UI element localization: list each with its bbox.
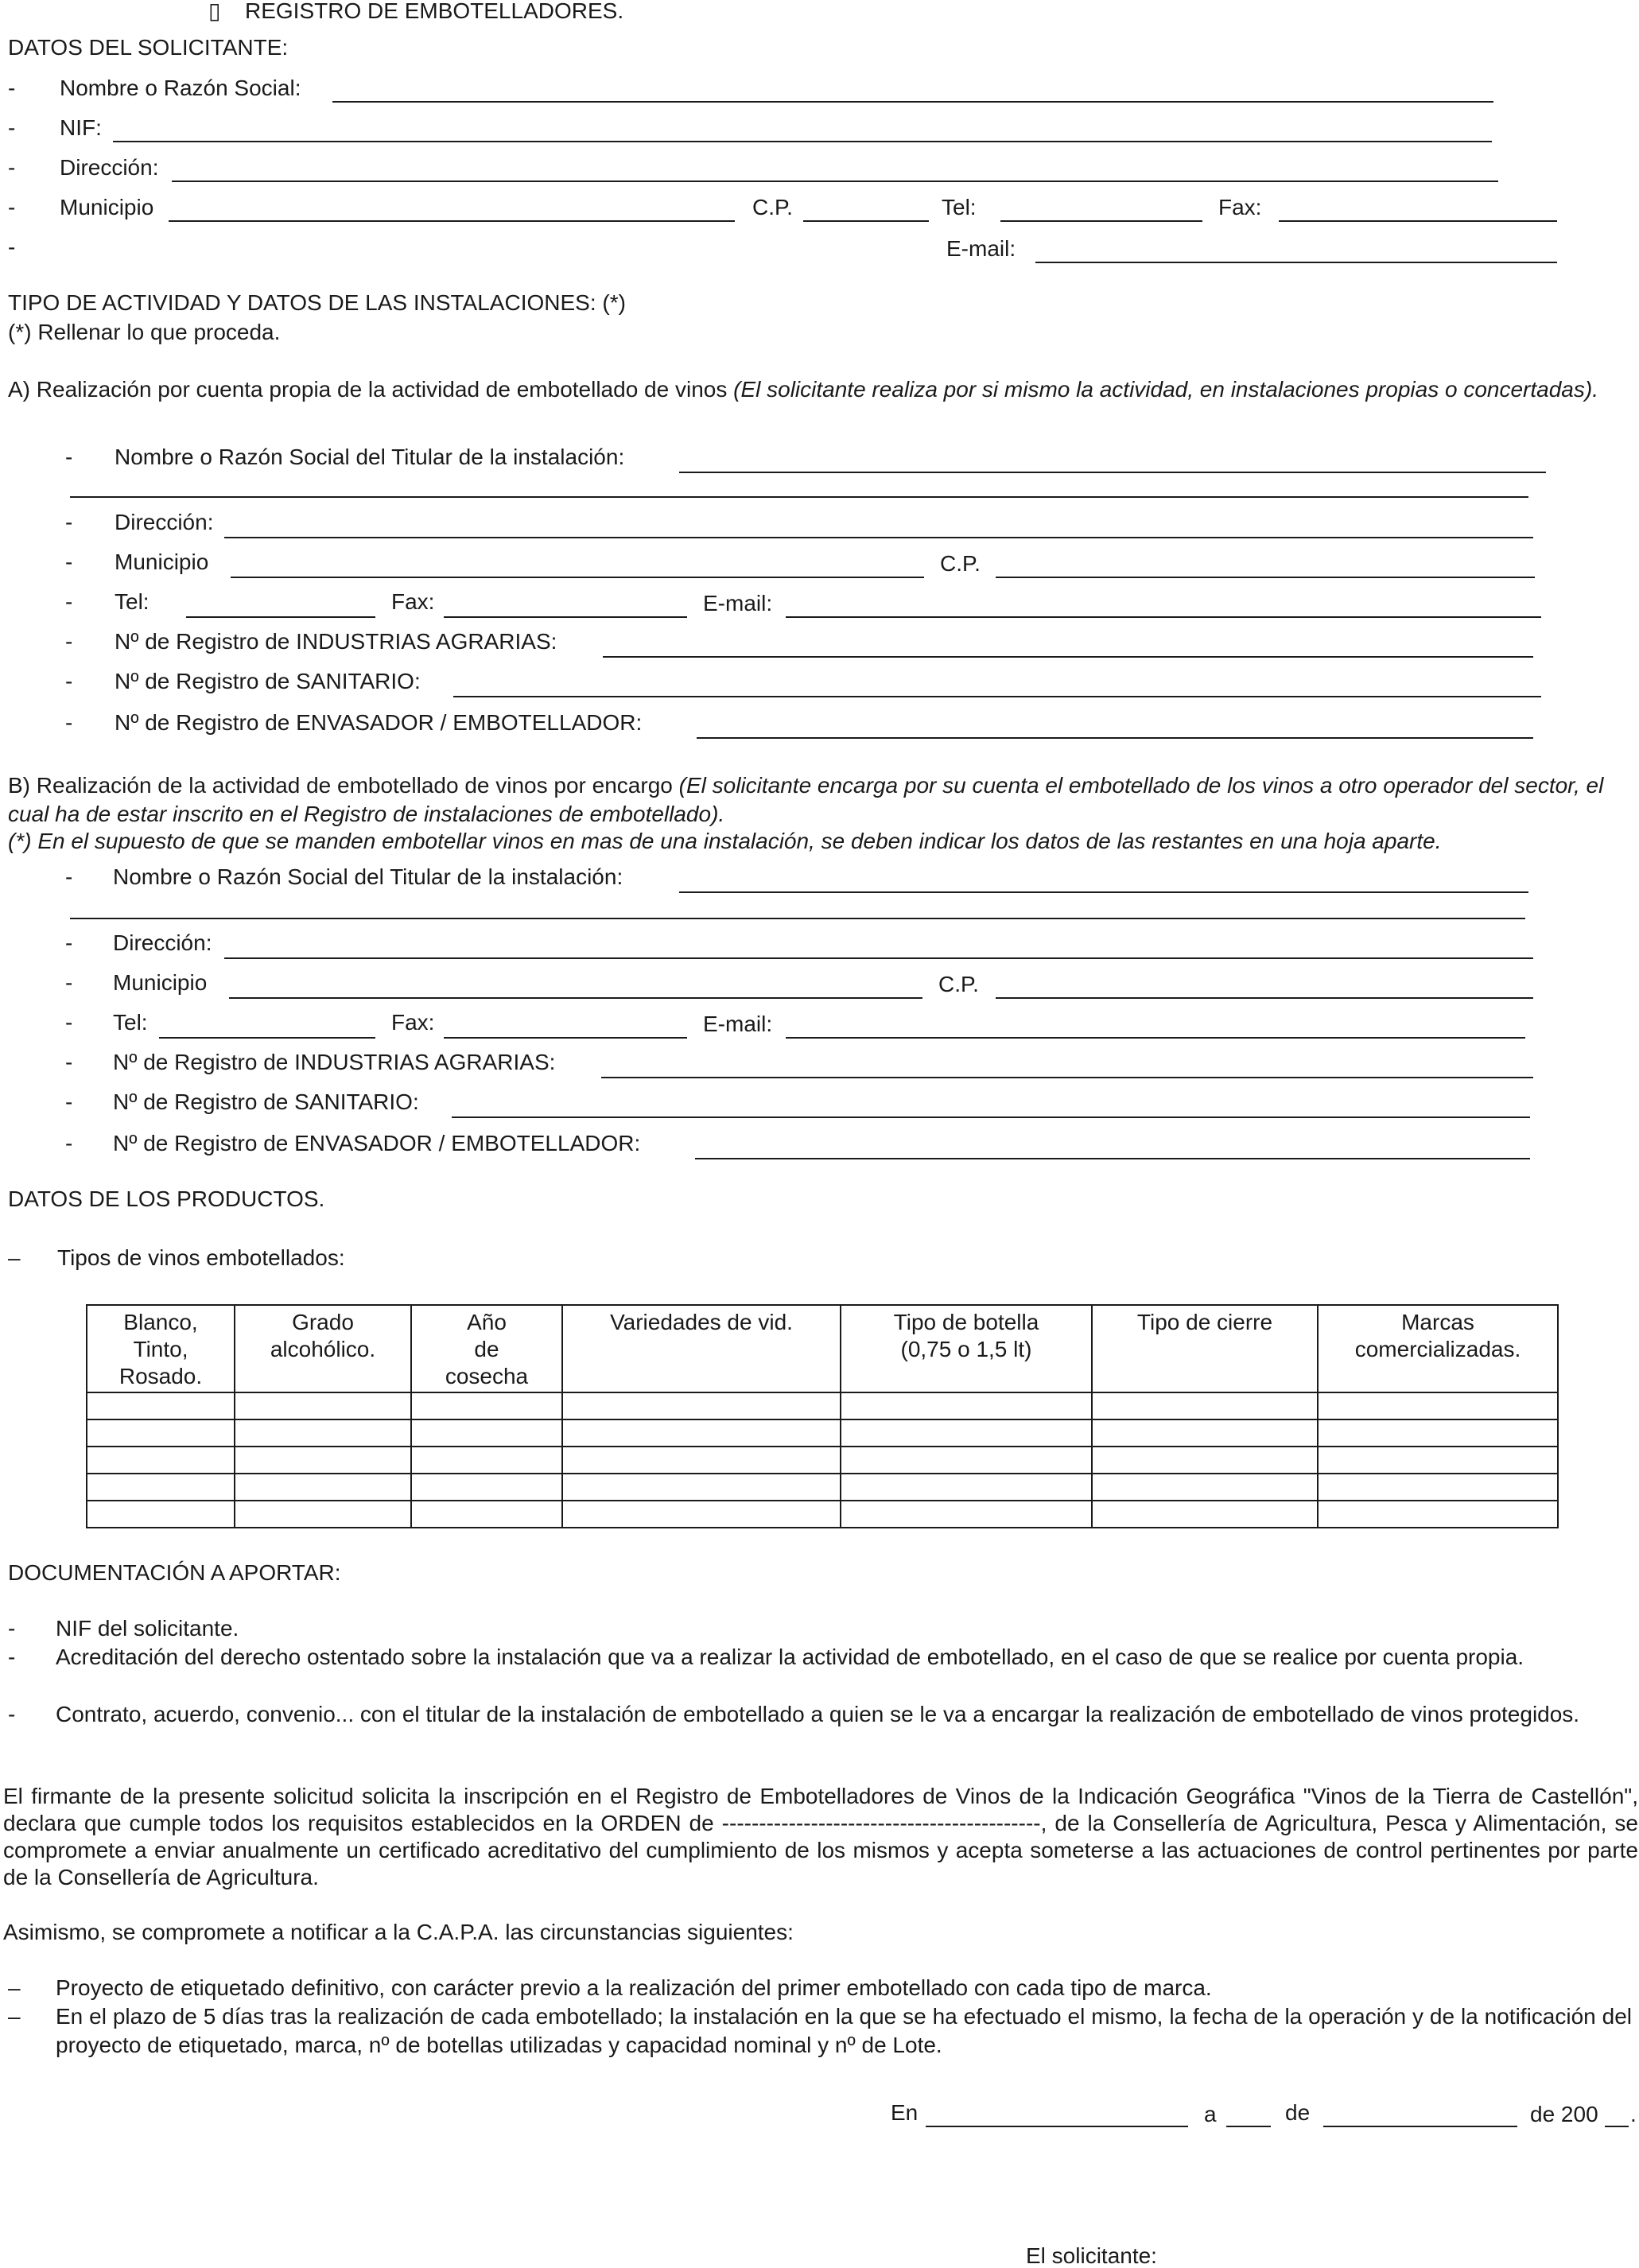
documentacion-heading: DOCUMENTACIÓN A APORTAR: xyxy=(8,1560,341,1585)
firma-lugar-field[interactable] xyxy=(926,2126,1188,2127)
solicitante-heading: DATOS DEL SOLICITANTE: xyxy=(8,35,289,60)
a-reg-sanitario-label: Nº de Registro de SANITARIO: xyxy=(115,669,421,693)
dash: - xyxy=(8,115,16,140)
dash: - xyxy=(65,1050,73,1074)
actividad-heading: TIPO DE ACTIVIDAD Y DATOS DE LAS INSTALACIONES: (*) xyxy=(8,290,626,315)
b-email-field[interactable] xyxy=(786,1037,1525,1039)
b-reg-envasador-field[interactable] xyxy=(695,1158,1530,1159)
table-cell[interactable] xyxy=(562,1501,841,1528)
firma-mes-field[interactable] xyxy=(1323,2126,1517,2127)
table-row xyxy=(87,1474,1558,1501)
compromiso-intro: Asimismo, se compromete a notificar a la C.A.P.A. las circunstancias siguientes: xyxy=(3,1920,794,1944)
firma-de-label: de xyxy=(1285,2100,1311,2125)
seccion-b-note: (*) En el supuesto de que se manden embotellar vinos en mas de una instalación, se deben indicar los datos de las restantes en una hoja aparte. xyxy=(8,829,1442,853)
tel-field[interactable] xyxy=(1000,220,1202,222)
dash: - xyxy=(65,550,73,574)
a-municipio-field[interactable] xyxy=(231,577,924,578)
col-header-marcas: Marcas comercializadas. xyxy=(1318,1305,1558,1392)
dash: - xyxy=(65,710,73,735)
table-cell[interactable] xyxy=(411,1392,562,1419)
table-cell[interactable] xyxy=(562,1419,841,1447)
email-field[interactable] xyxy=(1035,262,1557,263)
col-header-botella: Tipo de botella (0,75 o 1,5 lt) xyxy=(841,1305,1092,1392)
a-fax-label: Fax: xyxy=(391,589,435,614)
dash: - xyxy=(65,669,73,693)
a-reg-industrias-label: Nº de Registro de INDUSTRIAS AGRARIAS: xyxy=(115,629,557,654)
form-title: REGISTRO DE EMBOTELLADORES. xyxy=(245,0,624,23)
table-cell[interactable] xyxy=(235,1501,411,1528)
dash: - xyxy=(65,445,73,469)
table-cell[interactable] xyxy=(87,1419,235,1447)
productos-heading: DATOS DE LOS PRODUCTOS. xyxy=(8,1186,325,1211)
dash: - xyxy=(65,629,73,654)
table-cell[interactable] xyxy=(1318,1501,1558,1528)
table-cell[interactable] xyxy=(411,1447,562,1474)
dash: - xyxy=(8,235,16,259)
table-cell[interactable] xyxy=(411,1474,562,1501)
firma-anio-field[interactable] xyxy=(1605,2126,1629,2127)
tipos-vinos-label: Tipos de vinos embotellados: xyxy=(57,1245,345,1270)
b-fax-label: Fax: xyxy=(391,1010,435,1035)
municipio-label: Municipio xyxy=(60,195,154,219)
dash: - xyxy=(8,1702,16,1726)
dash: - xyxy=(65,589,73,614)
b-fax-field[interactable] xyxy=(444,1037,687,1039)
table-cell[interactable] xyxy=(87,1392,235,1419)
a-email-label: E-mail: xyxy=(703,591,773,616)
cp-field[interactable] xyxy=(803,220,929,222)
nombre-field[interactable] xyxy=(332,101,1493,103)
dash: - xyxy=(8,1645,16,1669)
dash: - xyxy=(65,510,73,534)
table-cell[interactable] xyxy=(235,1419,411,1447)
b-cp-field[interactable] xyxy=(996,997,1533,999)
table-cell[interactable] xyxy=(87,1447,235,1474)
table-cell[interactable] xyxy=(87,1474,235,1501)
table-cell[interactable] xyxy=(1318,1474,1558,1501)
b-municipio-label: Municipio xyxy=(113,970,208,995)
table-cell[interactable] xyxy=(841,1419,1092,1447)
b-titular-field-cont[interactable] xyxy=(70,918,1525,919)
direccion-field[interactable] xyxy=(172,181,1498,182)
b-municipio-field[interactable] xyxy=(229,997,922,999)
nif-field[interactable] xyxy=(113,141,1492,142)
b-reg-sanitario-label: Nº de Registro de SANITARIO: xyxy=(113,1089,419,1114)
a-email-field[interactable] xyxy=(786,616,1541,618)
dash: - xyxy=(65,970,73,995)
a-titular-label: Nombre o Razón Social del Titular de la instalación: xyxy=(115,445,625,469)
firma-a-label: a xyxy=(1204,2102,1217,2126)
a-fax-field[interactable] xyxy=(444,616,687,618)
firma-solicitante-label: El solicitante: xyxy=(1026,2243,1157,2268)
dash: – xyxy=(8,2004,21,2029)
col-header-grado: Grado alcohólico. xyxy=(235,1305,411,1392)
table-cell[interactable] xyxy=(235,1447,411,1474)
doc-item: Acreditación del derecho ostentado sobre la instalación que va a realizar la actividad de embotellado, en el caso de que se realice por cuenta propia. xyxy=(56,1645,1524,1669)
b-titular-label: Nombre o Razón Social del Titular de la instalación: xyxy=(113,864,623,889)
b-email-label: E-mail: xyxy=(703,1012,773,1036)
table-cell[interactable] xyxy=(1092,1447,1318,1474)
dash: - xyxy=(8,195,16,219)
table-cell[interactable] xyxy=(562,1474,841,1501)
doc-item: Contrato, acuerdo, convenio... con el titular de la instalación de embotellado a quien se le va a encargar la realización de embotellado de vinos protegidos. xyxy=(56,1702,1580,1726)
table-row xyxy=(87,1447,1558,1474)
table-cell[interactable] xyxy=(1092,1501,1318,1528)
table-cell[interactable] xyxy=(1318,1392,1558,1419)
a-reg-sanitario-field[interactable] xyxy=(453,696,1541,697)
doc-item: NIF del solicitante. xyxy=(56,1616,239,1641)
dash: - xyxy=(65,1010,73,1035)
a-titular-field-cont[interactable] xyxy=(70,496,1528,498)
a-reg-envasador-field[interactable] xyxy=(697,737,1533,739)
a-tel-field[interactable] xyxy=(186,616,375,618)
b-direccion-field[interactable] xyxy=(224,957,1533,959)
table-cell[interactable] xyxy=(841,1447,1092,1474)
b-reg-envasador-label: Nº de Registro de ENVASADOR / EMBOTELLADOR: xyxy=(113,1131,641,1155)
fax-field[interactable] xyxy=(1279,220,1557,222)
email-label: E-mail: xyxy=(946,236,1016,261)
table-row xyxy=(87,1501,1558,1528)
table-row xyxy=(87,1392,1558,1419)
b-reg-sanitario-field[interactable] xyxy=(452,1117,1530,1118)
table-cell[interactable] xyxy=(411,1419,562,1447)
table-cell[interactable] xyxy=(411,1501,562,1528)
b-titular-field[interactable] xyxy=(679,891,1528,893)
dash: - xyxy=(8,1616,16,1641)
wines-table xyxy=(86,1304,1559,1528)
declaracion-paragraph: El firmante de la presente solicitud solicita la inscripción en el Registro de Embotelladores de Vinos de la Indicación Geográfica "Vinos de la Tierra de Castellón", declara que cumple todos los requisitos establecidos en la ORDEN de -------------------------------------------, de la Consellería de Agricultura, Pesca y Alimentación, se compromete a enviar anualmente un certificado acreditativo del cumplimiento de los mismos y acepta someterse a las actuaciones de control pertinentes por parte de la Consellería de Agricultura. xyxy=(3,1784,1638,1889)
b-reg-industrias-label: Nº de Registro de INDUSTRIAS AGRARIAS: xyxy=(113,1050,556,1074)
table-cell[interactable] xyxy=(562,1447,841,1474)
header-mark: ▯ xyxy=(208,0,221,23)
actividad-note: (*) Rellenar lo que proceda. xyxy=(8,320,281,344)
compromiso-item: En el plazo de 5 días tras la realización de cada embotellado; la instalación en la que se ha efectuado el mismo, la fecha de la operación y de la notificación del proyecto de etiquetado, marca, nº de botellas utilizadas y capacidad nominal y nº de Lote. xyxy=(56,2004,1632,2057)
nombre-label: Nombre o Razón Social: xyxy=(60,76,301,100)
table-cell[interactable] xyxy=(841,1501,1092,1528)
firma-en-label: En xyxy=(891,2100,919,2125)
table-header-row xyxy=(87,1305,1558,1392)
b-cp-label: C.P. xyxy=(938,972,979,996)
a-reg-industrias-field[interactable] xyxy=(603,656,1533,658)
fax-label: Fax: xyxy=(1218,195,1262,219)
firma-anio-label: de 200 xyxy=(1530,2102,1598,2126)
table-cell[interactable] xyxy=(87,1501,235,1528)
tel-label: Tel: xyxy=(942,195,977,219)
b-direccion-label: Dirección: xyxy=(113,930,212,955)
dash: - xyxy=(65,1089,73,1114)
dash: - xyxy=(8,155,16,180)
dash: - xyxy=(8,76,16,100)
col-header-variedades: Variedades de vid. xyxy=(562,1305,841,1392)
table-cell[interactable] xyxy=(841,1474,1092,1501)
direccion-label: Dirección: xyxy=(60,155,159,180)
table-cell[interactable] xyxy=(562,1392,841,1419)
table-cell[interactable] xyxy=(1318,1447,1558,1474)
dash: - xyxy=(65,864,73,889)
table-row xyxy=(87,1419,1558,1447)
table-cell[interactable] xyxy=(1318,1419,1558,1447)
b-reg-industrias-field[interactable] xyxy=(601,1077,1533,1078)
dash: - xyxy=(65,930,73,955)
cp-label: C.P. xyxy=(752,195,793,219)
a-municipio-label: Municipio xyxy=(115,550,209,574)
table-cell[interactable] xyxy=(235,1474,411,1501)
a-reg-envasador-label: Nº de Registro de ENVASADOR / EMBOTELLADOR: xyxy=(115,710,643,735)
a-cp-field[interactable] xyxy=(996,577,1535,578)
b-tel-field[interactable] xyxy=(159,1037,375,1039)
b-tel-label: Tel: xyxy=(113,1010,148,1035)
dash: – xyxy=(8,1245,21,1270)
dash: - xyxy=(65,1131,73,1155)
municipio-field[interactable] xyxy=(169,220,735,222)
compromiso-item: Proyecto de etiquetado definitivo, con carácter previo a la realización del primer embotellado con cada tipo de marca. xyxy=(56,1975,1212,2000)
seccion-b-intro: B) Realización de la actividad de embotellado de vinos por encargo (El solicitante encarga por su cuenta el embotellado de los vinos a otro operador del sector, el cual ha de estar inscrito en el Registro de instalaciones de embotellado). xyxy=(8,773,1604,826)
table-cell[interactable] xyxy=(1092,1392,1318,1419)
firma-dia-field[interactable] xyxy=(1226,2126,1271,2127)
table-cell[interactable] xyxy=(1092,1474,1318,1501)
seccion-a-intro: A) Realización por cuenta propia de la actividad de embotellado de vinos (El solicitante realiza por si mismo la actividad, en instalaciones propias o concertadas). xyxy=(8,377,1598,402)
dash: – xyxy=(8,1975,21,2000)
col-header-cierre: Tipo de cierre xyxy=(1092,1305,1318,1392)
table-cell[interactable] xyxy=(1092,1419,1318,1447)
a-titular-field[interactable] xyxy=(679,472,1546,473)
a-direccion-field[interactable] xyxy=(224,537,1533,538)
a-tel-label: Tel: xyxy=(115,589,150,614)
a-direccion-label: Dirección: xyxy=(115,510,214,534)
firma-period: . xyxy=(1630,2102,1637,2126)
nif-label: NIF: xyxy=(60,115,102,140)
a-cp-label: C.P. xyxy=(940,551,981,576)
table-cell[interactable] xyxy=(841,1392,1092,1419)
col-header-tipo-vino: Blanco, Tinto, Rosado. xyxy=(87,1305,235,1392)
col-header-anio: Año de cosecha xyxy=(411,1305,562,1392)
table-cell[interactable] xyxy=(235,1392,411,1419)
